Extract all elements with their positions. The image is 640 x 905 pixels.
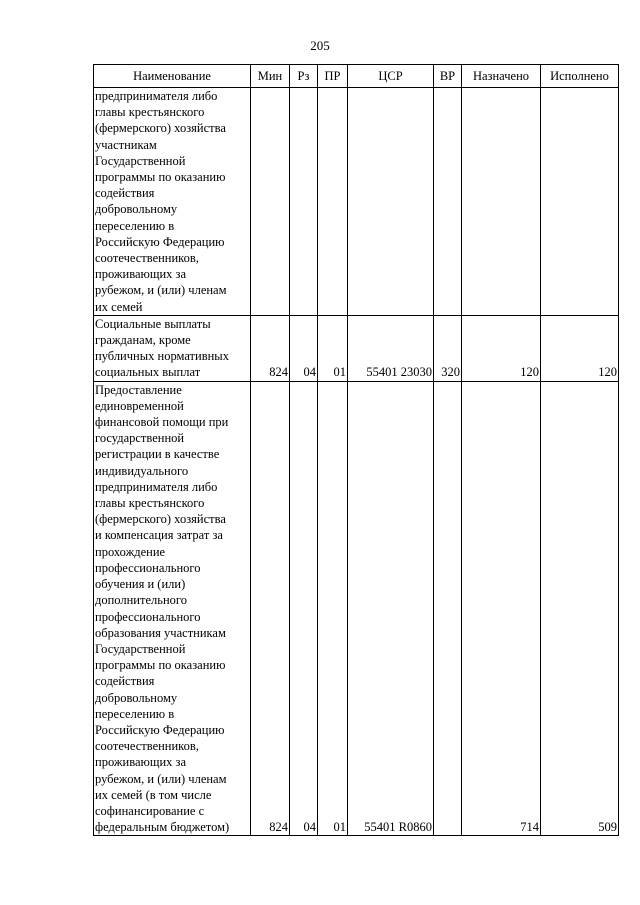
row-assigned: 714 bbox=[462, 381, 541, 836]
row-rz: 04 bbox=[290, 315, 318, 381]
header-min: Мин bbox=[251, 65, 290, 88]
row-vr: 320 bbox=[434, 315, 462, 381]
budget-table bbox=[93, 64, 619, 836]
row-min bbox=[251, 88, 290, 316]
row-assigned: 120 bbox=[462, 315, 541, 381]
row-executed bbox=[541, 88, 619, 316]
row-min: 824 bbox=[251, 315, 290, 381]
row-min: 824 bbox=[251, 381, 290, 836]
row-executed: 120 bbox=[541, 315, 619, 381]
table-row bbox=[94, 315, 619, 381]
table-row bbox=[94, 381, 619, 836]
row-rz bbox=[290, 88, 318, 316]
row-name: предпринимателя либо главы крестьянского (фермерского) хозяйства участникам Государственной программы по оказанию содействия добровольному переселению в Российскую Федерацию соотечественников, проживающих за рубежом, и (или) членам их семей bbox=[94, 88, 251, 316]
row-executed: 509 bbox=[541, 381, 619, 836]
row-vr bbox=[434, 88, 462, 316]
row-name: Предоставление единовременной финансовой помощи при государственной регистрации в качестве индивидуального предпринимателя либо главы крестьянского (фермерского) хозяйства и компенсация затрат за прохождение профессионального обучения и (или) дополнительного профессионального образования участникам Государственной программы по оказанию содействия добровольному переселению в Российскую Федерацию соотечественников, проживающих за рубежом, и (или) членам их семей (в том числе софинансирование с федеральным бюджетом) bbox=[94, 381, 251, 836]
header-pr: ПР bbox=[318, 65, 348, 88]
header-name: Наименование bbox=[94, 65, 251, 88]
header-executed: Исполнено bbox=[541, 65, 619, 88]
row-rz: 04 bbox=[290, 381, 318, 836]
row-pr: 01 bbox=[318, 315, 348, 381]
row-pr bbox=[318, 88, 348, 316]
page-number: 205 bbox=[310, 38, 330, 53]
table-row bbox=[94, 88, 619, 316]
row-name: Социальные выплаты гражданам, кроме публичных нормативных социальных выплат bbox=[94, 315, 251, 381]
table-header-row bbox=[94, 65, 619, 88]
header-rz: Рз bbox=[290, 65, 318, 88]
row-pr: 01 bbox=[318, 381, 348, 836]
header-assigned: Назначено bbox=[462, 65, 541, 88]
row-csr: 55401 23030 bbox=[348, 315, 434, 381]
row-assigned bbox=[462, 88, 541, 316]
header-vr: ВР bbox=[434, 65, 462, 88]
row-csr bbox=[348, 88, 434, 316]
row-vr bbox=[434, 381, 462, 836]
header-csr: ЦСР bbox=[348, 65, 434, 88]
row-csr: 55401 R0860 bbox=[348, 381, 434, 836]
